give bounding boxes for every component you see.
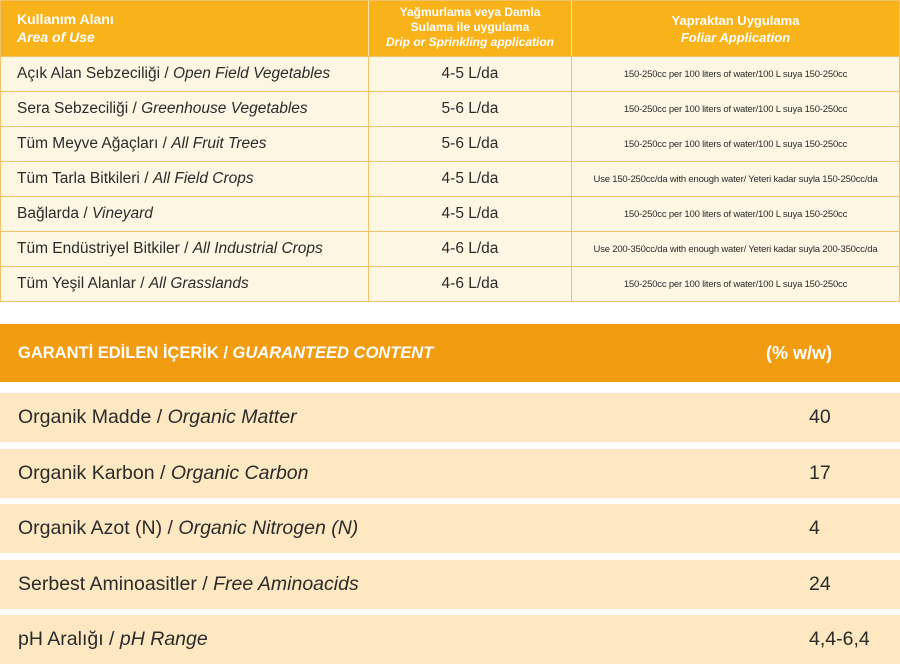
label-en: Organic Carbon [170,461,309,484]
usage-row [1,196,899,231]
content-row [0,393,900,442]
label-tr: Organik Madde [18,406,152,428]
label-tr: Organik Karbon [18,461,155,484]
label-en: Organic Nitrogen (N) [178,517,359,539]
header-area-tr: Kullanım Alanı [17,11,114,27]
header-drip [368,1,571,56]
area-tr: Bağlarda [17,205,80,222]
header-foliar [571,1,899,56]
usage-row [1,91,899,126]
header-area-of-use [1,1,368,56]
usage-row [1,161,899,196]
label-tr: Serbest Aminoasitler [18,572,197,595]
usage-row [1,266,899,301]
content-value: 17 [809,461,831,484]
usage-area: Açık Alan Sebzeciliği / Open Field Vegetables [17,65,331,82]
usage-drip-dose: 5-6 L/da [368,92,571,126]
usage-area: Sera Sebzeciliği / Greenhouse Vegetables [17,100,308,117]
usage-foliar-dose: 150-250cc per 100 liters of water/100 L suya 150-250cc [571,197,899,231]
usage-row [1,231,899,266]
usage-drip-dose: 4-5 L/da [368,197,571,231]
unit-label: (% w/w) [766,342,832,363]
header-foliar-tr: Yapraktan Uygulama [671,13,800,28]
usage-foliar-dose: 150-250cc per 100 liters of water/100 L suya 150-250cc [571,92,899,126]
usage-foliar-dose: 150-250cc per 100 liters of water/100 L suya 150-250cc [571,57,899,91]
content-row [0,449,900,498]
content-label: Organik Azot (N) / Organic Nitrogen (N) [18,517,359,539]
guaranteed-content-title: GARANTİ EDİLEN İÇERİK / GUARANTEED CONTENT [18,343,434,362]
area-tr: Tüm Meyve Ağaçları [17,135,159,152]
header-drip-tr-line2: Sulama ile uygulama [410,20,530,34]
usage-table-header [1,1,899,56]
guaranteed-content-list [0,393,900,671]
usage-foliar-dose: Use 150-250cc/da with enough water/ Yeteri kadar suyla 150-250cc/da [571,162,899,196]
content-row [0,560,900,609]
content-value: 4 [809,517,820,539]
usage-area: Tüm Endüstriyel Bitkiler / All Industrial Crops [17,240,323,257]
usage-area: Bağlarda / Vineyard [17,205,153,222]
label-en: Free Aminoacids [213,572,359,595]
area-en: All Industrial Crops [192,240,323,257]
content-value: 4,4-6,4 [809,628,870,650]
header-drip-tr-line1: Yağmurlama veya Damla [399,5,541,19]
usage-drip-dose: 5-6 L/da [368,127,571,161]
area-en: All Fruit Trees [171,135,267,152]
usage-foliar-dose: 150-250cc per 100 liters of water/100 L suya 150-250cc [571,127,899,161]
area-tr: Açık Alan Sebzeciliği [17,65,161,82]
content-label: Organik Madde / Organic Matter [18,406,297,428]
content-label: pH Aralığı / pH Range [18,628,208,650]
header-area-en: Area of Use [17,29,95,45]
usage-row [1,126,899,161]
usage-area: Tüm Yeşil Alanlar / All Grasslands [17,275,249,292]
usage-area: Tüm Meyve Ağaçları / All Fruit Trees [17,135,267,152]
usage-row [1,56,899,91]
content-label: Organik Karbon / Organic Carbon [18,461,309,484]
area-tr: Tüm Tarla Bitkileri [17,170,140,187]
usage-table [0,0,900,302]
guaranteed-content-header [0,324,900,382]
label-tr: Organik Azot (N) [18,517,163,539]
area-tr: Tüm Yeşil Alanlar [17,275,136,292]
title-en: GUARANTEED CONTENT [232,343,434,362]
label-tr: pH Aralığı [18,628,104,650]
usage-drip-dose: 4-5 L/da [368,57,571,91]
usage-foliar-dose: 150-250cc per 100 liters of water/100 L suya 150-250cc [571,267,899,301]
usage-area: Tüm Tarla Bitkileri / All Field Crops [17,170,254,187]
usage-foliar-dose: Use 200-350cc/da with enough water/ Yeteri kadar suyla 200-350cc/da [571,232,899,266]
content-row [0,615,900,664]
header-drip-en: Drip or Sprinkling application [385,35,554,49]
content-label: Serbest Aminoasitler / Free Aminoacids [18,572,359,595]
usage-drip-dose: 4-6 L/da [368,232,571,266]
content-value: 40 [809,406,831,428]
label-en: Organic Matter [167,406,297,428]
area-en: Greenhouse Vegetables [141,100,308,117]
area-en: Open Field Vegetables [172,65,331,82]
header-foliar-en: Foliar Application [680,30,791,45]
title-tr: GARANTİ EDİLEN İÇERİK [18,343,219,362]
area-en: All Grasslands [148,275,249,292]
content-row [0,504,900,553]
area-tr: Sera Sebzeciliği [17,100,129,117]
content-value: 24 [809,572,831,595]
usage-drip-dose: 4-5 L/da [368,162,571,196]
label-en: pH Range [119,628,208,650]
area-en: Vineyard [91,205,153,222]
area-en: All Field Crops [152,170,254,187]
usage-drip-dose: 4-6 L/da [368,267,571,301]
area-tr: Tüm Endüstriyel Bitkiler [17,240,180,257]
